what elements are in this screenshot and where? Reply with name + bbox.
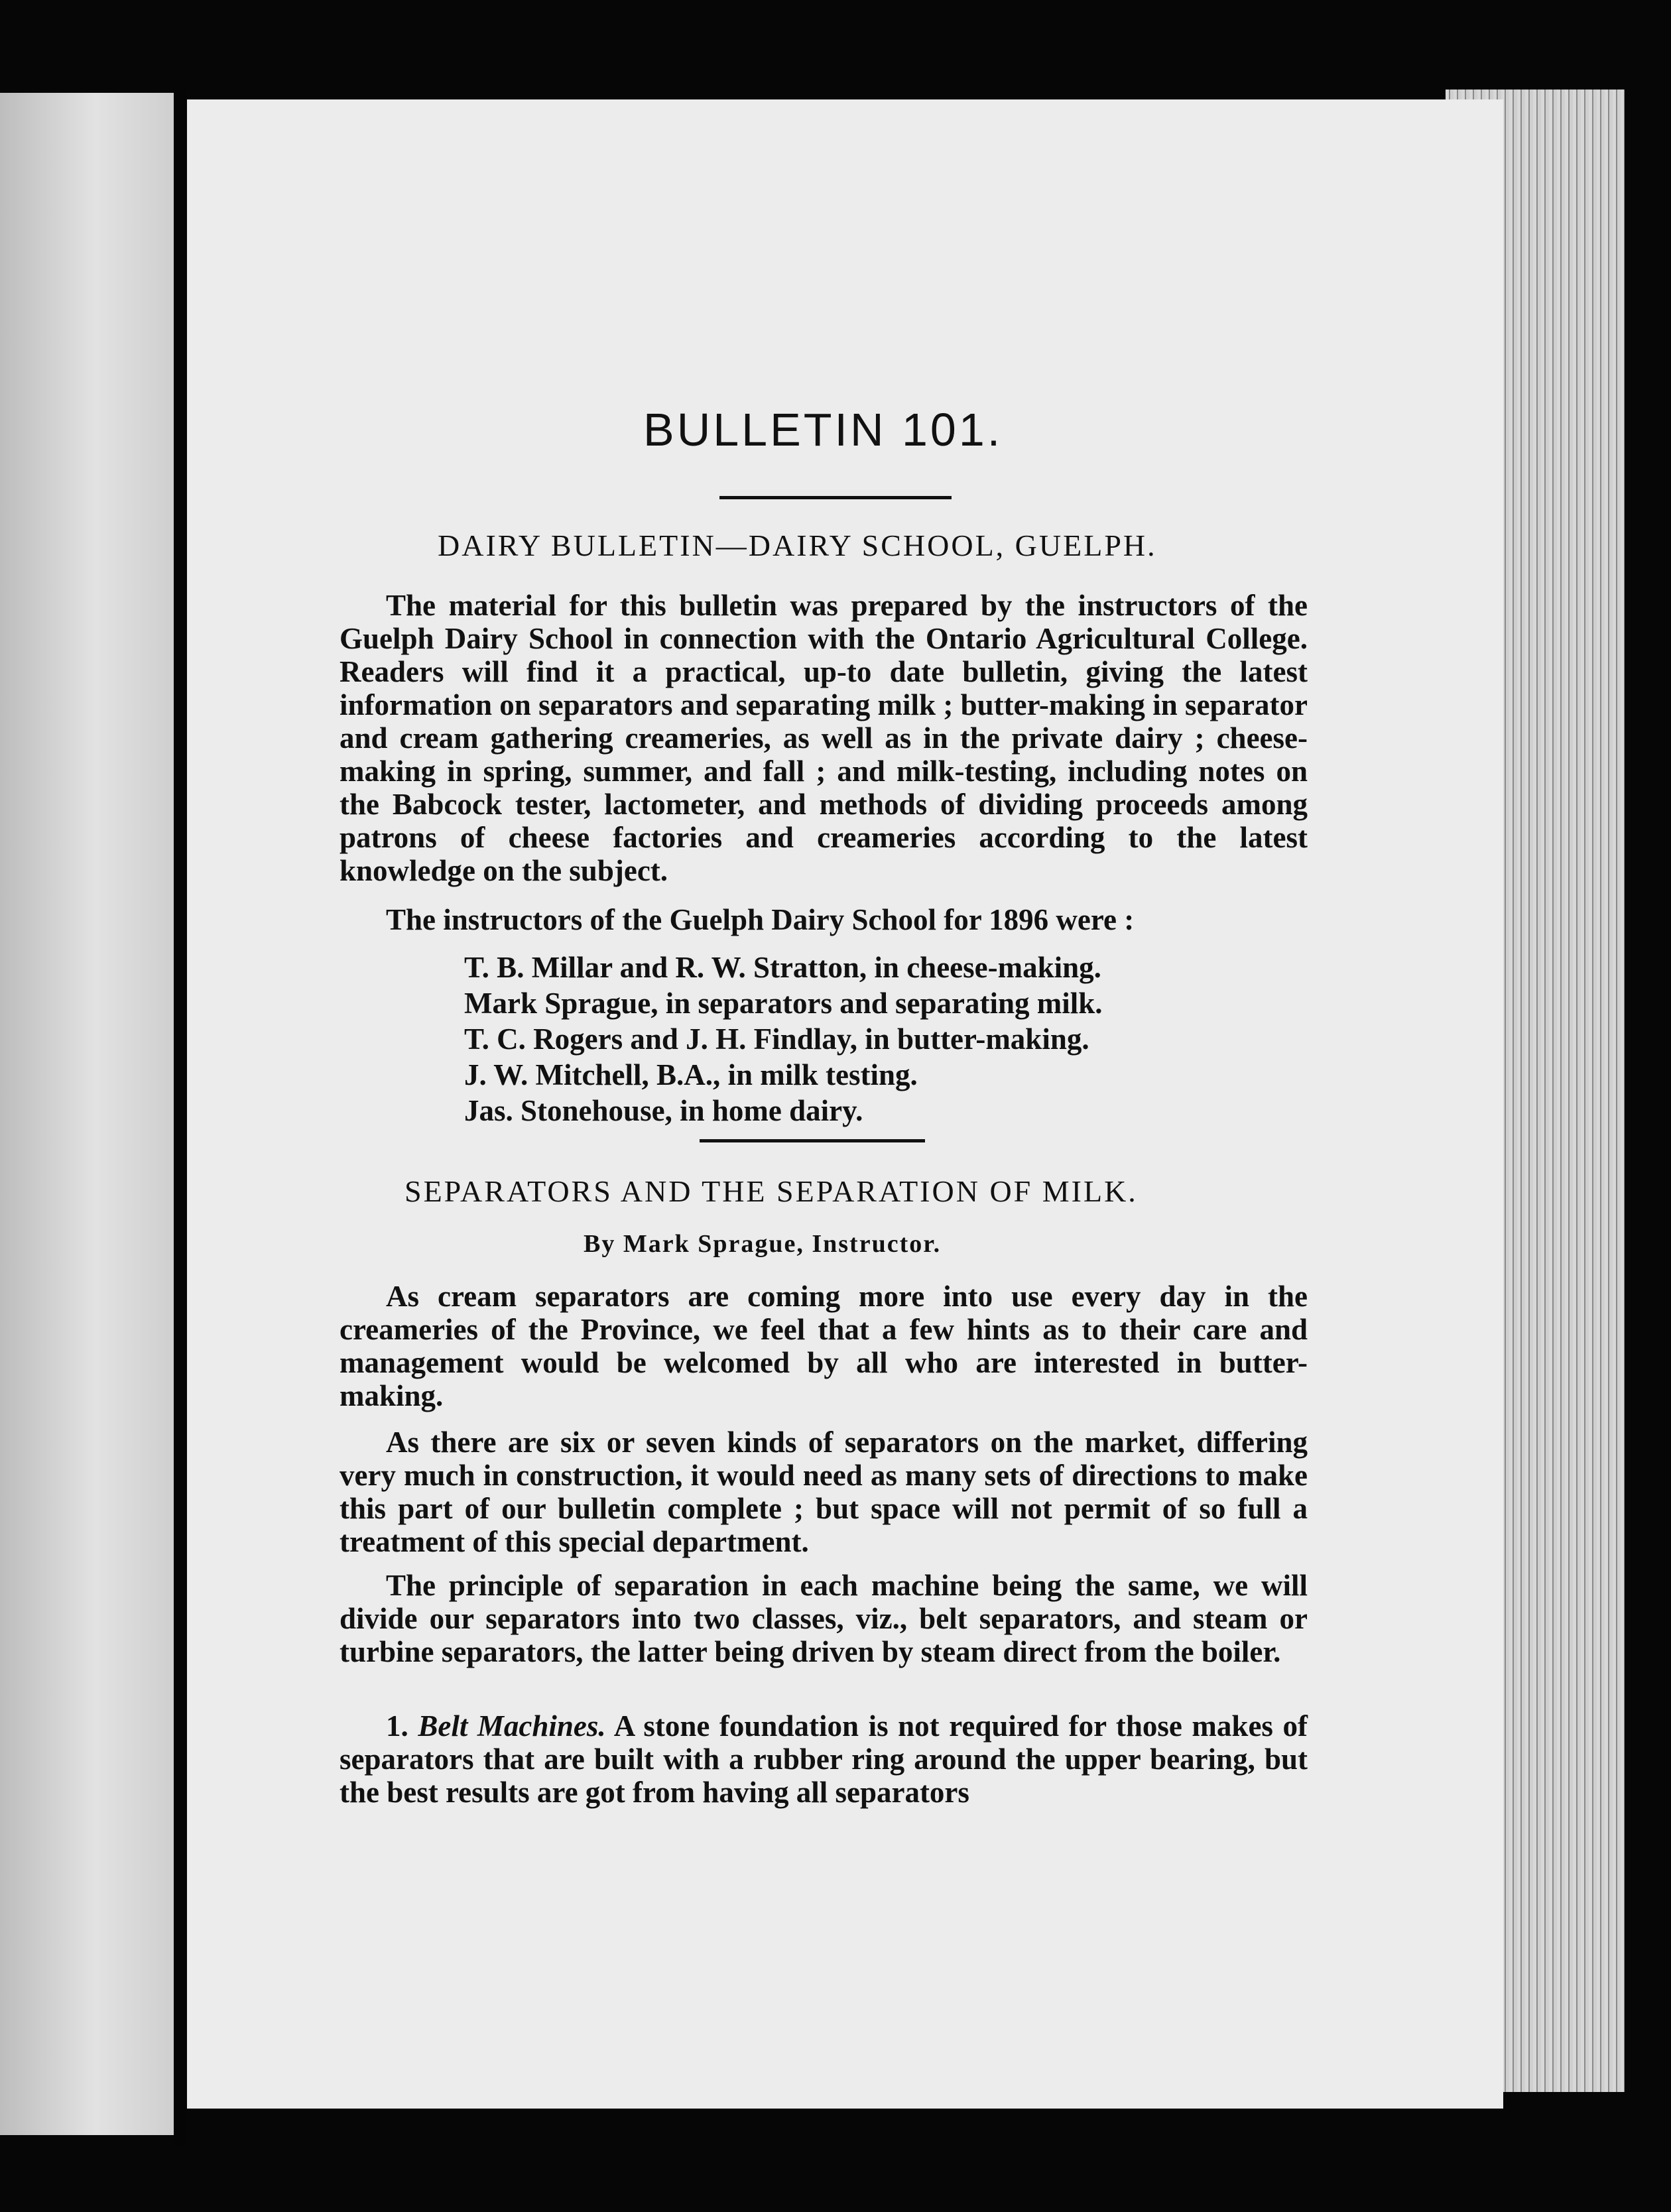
paragraph-4-term: Belt Machines. [418,1709,606,1743]
list-item: T. C. Rogers and J. H. Findlay, in butter-making. [464,1022,1089,1056]
section-heading-dairy-bulletin: DAIRY BULLETIN—DAIRY SCHOOL, GUELPH. [438,528,1157,562]
book-gutter [174,90,186,2145]
paragraph-1: As cream separators are coming more into use every day in the creameries of the Province, we feel that a few hints as to their care and management would be welcomed by all who are interested in butter-making. [340,1280,1308,1412]
instructors-list [464,950,1103,1129]
instructors-intro: The instructors of the Guelph Dairy School for 1896 were : [386,903,1135,936]
paragraph-4-text: A stone foundation is not required for those makes of separators that are built with a rubber ring around the upper bearing, but the best results are got from having all separators [340,1709,1308,1809]
intro-paragraph: The material for this bulletin was prepared by the instructors of the Guelph Dairy School in connection with the Ontario Agricultural College. Readers will find it a practical, up-to date bulletin, giving the latest information on separators and separating milk ; butter-making in separator and cream gathering creameries, as well as in the private dairy ; cheese-making in spring, summer, and fall ; and milk-testing, including notes on the Babcock tester, lactometer, and methods of dividing proceeds among patrons of cheese factories and creameries according to the latest knowledge on the subject. [340,589,1308,887]
section-heading-separators: SEPARATORS AND THE SEPARATION OF MILK. [404,1174,1138,1208]
paragraph-3: The principle of separation in each machine being the same, we will divide our separators into two classes, viz., belt separators, and steam or turbine separators, the latter being driven by steam direct from the boiler. [340,1569,1308,1668]
bulletin-title: BULLETIN 101. [643,404,1003,456]
paragraph-4-number: 1. [386,1709,418,1743]
title-rule [719,496,952,499]
list-item: J. W. Mitchell, B.A., in milk testing. [464,1058,918,1091]
list-item: Mark Sprague, in separators and separating milk. [464,987,1103,1020]
left-facing-page [0,93,174,2135]
byline: By Mark Sprague, Instructor. [584,1230,942,1258]
section-rule [700,1139,925,1142]
list-item: T. B. Millar and R. W. Stratton, in cheese-making. [464,951,1101,984]
paragraph-4 [340,1709,1308,1809]
paragraph-2: As there are six or seven kinds of separators on the market, differing very much in construction, it would need as many sets of directions to make this part of our bulletin complete ; but space will not permit of so full a treatment of this special department. [340,1426,1308,1558]
list-item: Jas. Stonehouse, in home dairy. [464,1094,863,1127]
